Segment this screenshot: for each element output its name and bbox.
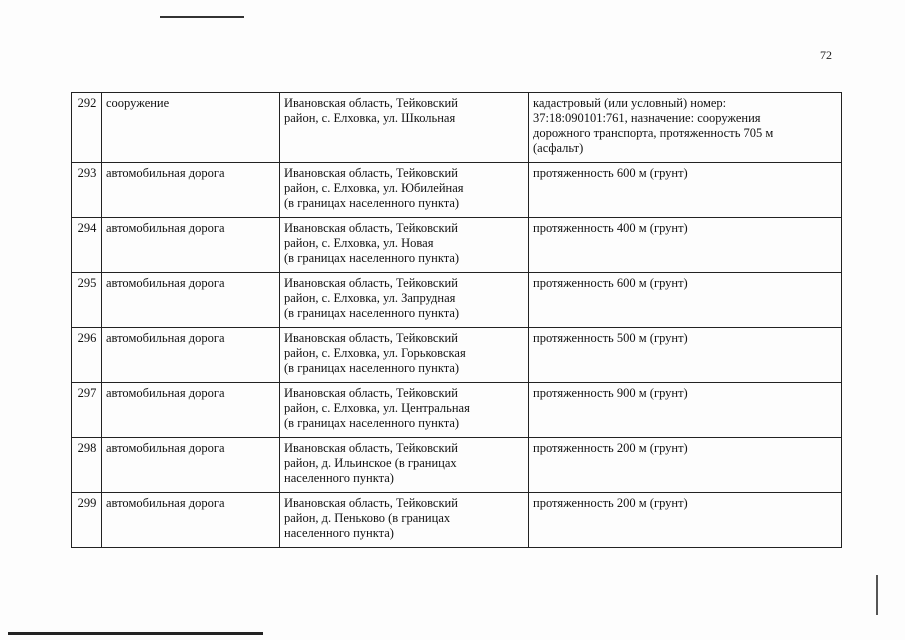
object-description: протяженность 900 м (грунт) — [529, 383, 842, 438]
row-number: 295 — [72, 273, 102, 328]
object-address: Ивановская область, Тейковский район, д. Ильинское (в границах населенного пункта) — [280, 438, 529, 493]
object-description: протяженность 600 м (грунт) — [529, 273, 842, 328]
object-description: протяженность 600 м (грунт) — [529, 163, 842, 218]
object-address: Ивановская область, Тейковский район, с. Елховка, ул. Новая (в границах населенного пункта) — [280, 218, 529, 273]
row-number: 296 — [72, 328, 102, 383]
object-type: автомобильная дорога — [102, 273, 280, 328]
object-type: автомобильная дорога — [102, 218, 280, 273]
table-row — [72, 493, 842, 548]
object-description: кадастровый (или условный) номер: 37:18:090101:761, назначение: сооружения дорожного транспорта, протяженность 705 м (асфальт) — [529, 93, 842, 163]
table-row — [72, 93, 842, 163]
row-number: 294 — [72, 218, 102, 273]
object-address: Ивановская область, Тейковский район, с. Елховка, ул. Центральная (в границах населенного пункта) — [280, 383, 529, 438]
property-registry-table — [71, 92, 842, 548]
object-type: автомобильная дорога — [102, 163, 280, 218]
table-row — [72, 383, 842, 438]
object-address: Ивановская область, Тейковский район, д. Пеньково (в границах населенного пункта) — [280, 493, 529, 548]
object-address: Ивановская область, Тейковский район, с. Елховка, ул. Горьковская (в границах населенного пункта) — [280, 328, 529, 383]
scan-artifact-right-line — [876, 575, 878, 615]
object-description: протяженность 200 м (грунт) — [529, 493, 842, 548]
table-row — [72, 218, 842, 273]
object-type: автомобильная дорога — [102, 493, 280, 548]
object-address: Ивановская область, Тейковский район, с. Елховка, ул. Юбилейная (в границах населенного пункта) — [280, 163, 529, 218]
table-row — [72, 273, 842, 328]
object-address: Ивановская область, Тейковский район, с. Елховка, ул. Запрудная (в границах населенного пункта) — [280, 273, 529, 328]
object-type: сооружение — [102, 93, 280, 163]
object-description: протяженность 400 м (грунт) — [529, 218, 842, 273]
row-number: 299 — [72, 493, 102, 548]
row-number: 292 — [72, 93, 102, 163]
object-description: протяженность 200 м (грунт) — [529, 438, 842, 493]
object-description: протяженность 500 м (грунт) — [529, 328, 842, 383]
object-type: автомобильная дорога — [102, 328, 280, 383]
table-row — [72, 163, 842, 218]
page-number: 72 — [820, 48, 832, 62]
scan-artifact-bottom-line — [8, 632, 263, 635]
object-address: Ивановская область, Тейковский район, с. Елховка, ул. Школьная — [280, 93, 529, 163]
row-number: 298 — [72, 438, 102, 493]
object-type: автомобильная дорога — [102, 383, 280, 438]
scan-artifact-top-line — [160, 16, 244, 18]
table-row — [72, 438, 842, 493]
table-row — [72, 328, 842, 383]
row-number: 297 — [72, 383, 102, 438]
object-type: автомобильная дорога — [102, 438, 280, 493]
row-number: 293 — [72, 163, 102, 218]
